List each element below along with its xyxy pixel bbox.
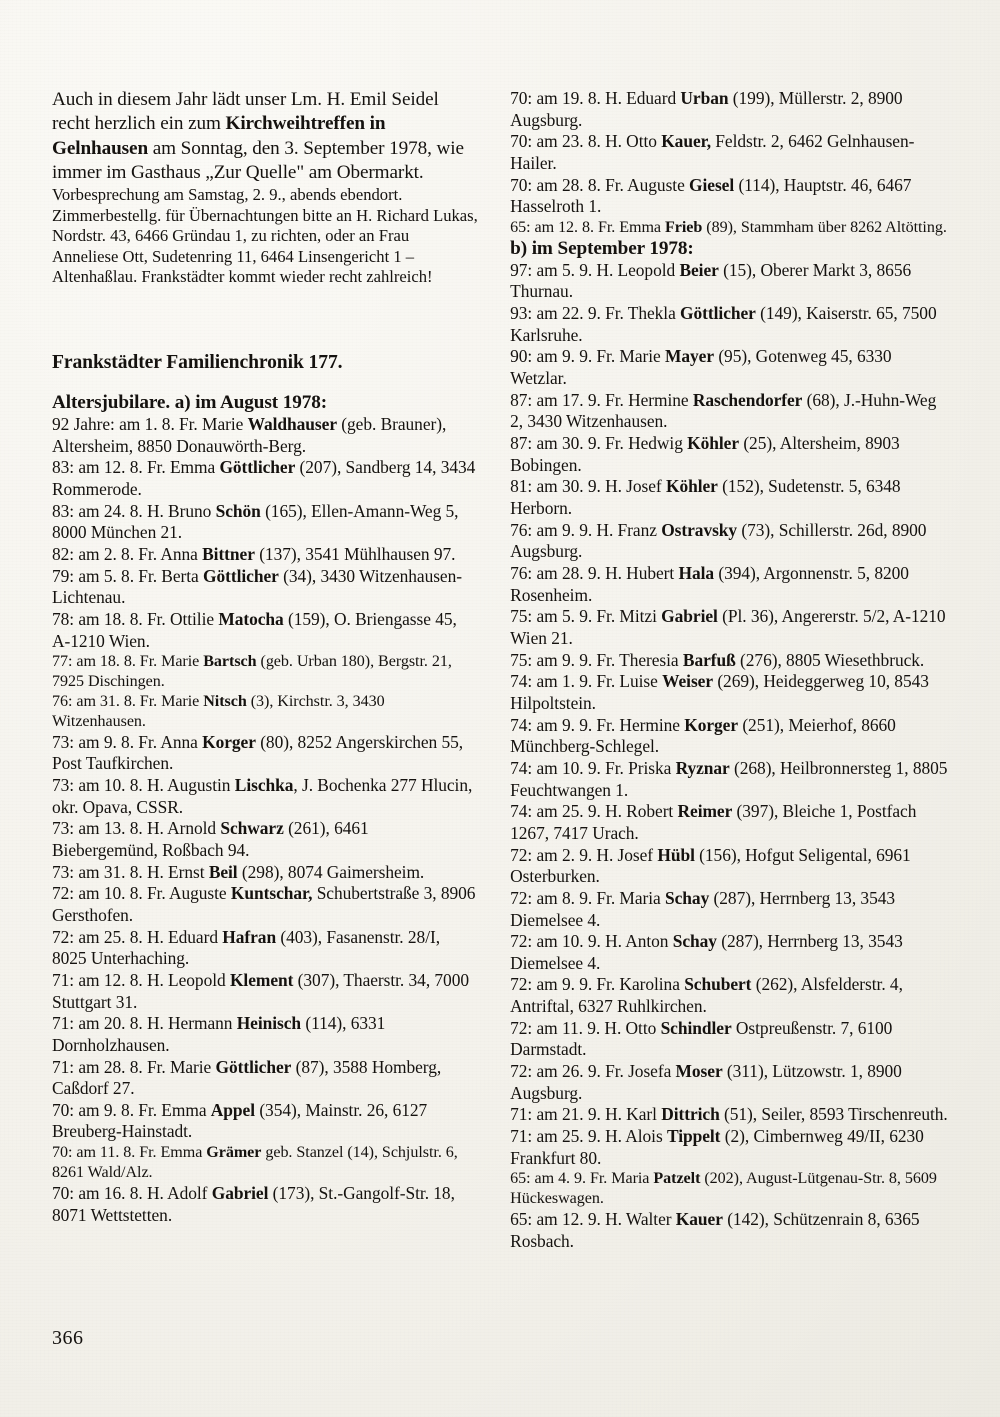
chronicle-entry: 70: am 28. 8. Fr. Auguste Giesel (114), Hauptstr. 46, 6467 Hasselroth 1. <box>510 174 912 217</box>
chronicle-entry: 82: am 2. 8. Fr. Anna Bittner (137), 3541 Mühlhausen 97. <box>52 543 456 564</box>
chronicle-entry: 71: am 12. 8. H. Leopold Klement (307), Thaerstr. 34, 7000 Stuttgart 31. <box>52 969 469 1012</box>
chronicle-entry: 72: am 10. 9. H. Anton Schay (287), Herrnberg 13, 3543 Diemelsee 4. <box>510 931 903 973</box>
chronicle-entry: 70: am 11. 8. Fr. Emma Grämer geb. Stanzel (14), Schjulstr. 6, 8261 Wald/Alz. <box>52 1144 458 1181</box>
intro-note: Vorbesprechung am Samstag, 2. 9., abends ebendort. Zimmerbestellg. für Übernachtungen bitte an H. Richard Lukas, Nordstr. 43, 6466 Gründau 1, zu richten, oder an Frau Anneliese Ott, Sudetenring 11, 6464 Linsengericht 1 – Altenhaßlau. Frankstädter kommt wieder recht zahlreich! <box>52 185 478 287</box>
chronicle-entry: 74: am 10. 9. Fr. Priska Ryznar (268), Heilbronnersteg 1, 8805 Feuchtwangen 1. <box>510 757 948 800</box>
chronicle-entry: 83: am 24. 8. H. Bruno Schön (165), Ellen-Amann-Weg 5, 8000 München 21. <box>52 500 459 543</box>
chronicle-entry: 72: am 11. 9. H. Otto Schindler Ostpreußenstr. 7, 6100 Darmstadt. <box>510 1017 893 1060</box>
chronicle-entry: 72: am 2. 9. H. Josef Hübl (156), Hofgut Seligental, 6961 Osterburken. <box>510 844 911 887</box>
chronicle-entry: 72: am 9. 9. Fr. Karolina Schubert (262), Alsfelderstr. 4, Antriftal, 6327 Ruhlkirchen. <box>510 974 903 1017</box>
chronicle-entry: 75: am 5. 9. Fr. Mitzi Gabriel (Pl. 36), Angererstr. 5/2, A-1210 Wien 21. <box>510 606 946 648</box>
chronicle-entry: 65: am 4. 9. Fr. Maria Patzelt (202), August-Lütgenau-Str. 8, 5609 Hückeswagen. <box>510 1170 937 1208</box>
chronicle-entry: 76: am 31. 8. Fr. Marie Nitsch (3), Kirchstr. 3, 3430 Witzenhausen. <box>52 692 385 730</box>
chronicle-entry: 79: am 5. 8. Fr. Berta Göttlicher (34), 3430 Witzenhausen-Lichtenau. <box>52 565 462 608</box>
chronicle-entry: 70: am 23. 8. H. Otto Kauer, Feldstr. 2, 6462 Gelnhausen-Hailer. <box>510 131 915 173</box>
chronicle-entry: 73: am 13. 8. H. Arnold Schwarz (261), 6461 Biebergemünd, Roßbach 94. <box>52 818 369 860</box>
chronicle-entry: 87: am 17. 9. Fr. Hermine Raschendorfer (68), J.-Huhn-Weg 2, 3430 Witzenhausen. <box>510 389 937 432</box>
right-column <box>510 88 952 1252</box>
chronicle-entry: 71: am 25. 9. H. Alois Tippelt (2), Cimbernweg 49/II, 6230 Frankfurt 80. <box>510 1126 924 1168</box>
chronicle-entry: 90: am 9. 9. Fr. Marie Mayer (95), Gotenweg 45, 6330 Wetzlar. <box>510 346 892 389</box>
section-title: Frankstädter Familienchronik 177. <box>52 351 343 373</box>
chronicle-entry: 74: am 25. 9. H. Robert Reimer (397), Bleiche 1, Postfach 1267, 7417 Urach. <box>510 801 917 843</box>
section-gap <box>52 288 478 352</box>
chronicle-entry: 71: am 21. 9. H. Karl Dittrich (51), Seiler, 8593 Tirschenreuth. <box>510 1104 948 1125</box>
title-gap <box>52 374 478 392</box>
chronicle-entry: 65: am 12. 9. H. Walter Kauer (142), Schützenrain 8, 6365 Rosbach. <box>510 1209 920 1251</box>
chronicle-entry: 76: am 9. 9. H. Franz Ostravsky (73), Schillerstr. 26d, 8900 Augsburg. <box>510 519 927 562</box>
chronicle-entry: 83: am 12. 8. Fr. Emma Göttlicher (207), Sandberg 14, 3434 Rommerode. <box>52 457 476 499</box>
chronicle-entry: 75: am 9. 9. Fr. Theresia Barfuß (276), 8805 Wiesethbruck. <box>510 649 925 670</box>
intro-lede: Auch in diesem Jahr lädt unser Lm. H. Emil Seidel recht herzlich ein zum Kirchweihtreffen in Gelnhausen am Sonntag, den 3. September 1978, wie immer im Gasthaus „Zur Quelle" am Obermarkt. <box>52 89 464 183</box>
chronicle-entry: 97: am 5. 9. H. Leopold Beier (15), Oberer Markt 3, 8656 Thurnau. <box>510 259 912 302</box>
chronicle-entry: 73: am 9. 8. Fr. Anna Korger (80), 8252 Angerskirchen 55, Post Taufkirchen. <box>52 731 464 774</box>
chronicle-entry: 87: am 30. 9. Fr. Hedwig Köhler (25), Altersheim, 8903 Bobingen. <box>510 433 900 475</box>
chronicle-entry: 72: am 26. 9. Fr. Josefa Moser (311), Lützowstr. 1, 8900 Augsburg. <box>510 1061 902 1103</box>
chronicle-entry: 70: am 9. 8. Fr. Emma Appel (354), Mainstr. 26, 6127 Breuberg-Hainstadt. <box>52 1099 428 1142</box>
subsection-title-september: b) im September 1978: <box>510 237 694 259</box>
chronicle-entry: 72: am 10. 8. Fr. Auguste Kuntschar, Schubertstraße 3, 8906 Gersthofen. <box>52 883 476 925</box>
chronicle-entry: 74: am 9. 9. Fr. Hermine Korger (251), Meierhof, 8660 Münchberg-Schlegel. <box>510 714 896 757</box>
chronicle-entry: 77: am 18. 8. Fr. Marie Bartsch (geb. Urban 180), Bergstr. 21, 7925 Dischingen. <box>52 653 452 691</box>
two-column-text-body <box>52 88 952 1252</box>
entry-list-august-left <box>52 414 478 1226</box>
chronicle-entry: 65: am 12. 8. Fr. Emma Frieb (89), Stammham über 8262 Altötting. <box>510 218 947 236</box>
chronicle-entry: 73: am 31. 8. H. Ernst Beil (298), 8074 Gaimersheim. <box>52 861 425 882</box>
chronicle-entry: 78: am 18. 8. Fr. Ottilie Matocha (159), O. Briengasse 45, A-1210 Wien. <box>52 608 457 651</box>
left-column <box>52 88 478 1252</box>
chronicle-entry: 71: am 28. 8. Fr. Marie Göttlicher (87), 3588 Homberg, Caßdorf 27. <box>52 1056 442 1099</box>
page-number: 366 <box>52 1327 84 1349</box>
entry-list-september <box>510 260 952 1253</box>
chronicle-entry: 81: am 30. 9. H. Josef Köhler (152), Sudetenstr. 5, 6348 Herborn. <box>510 476 901 519</box>
chronicle-entry: 93: am 22. 9. Fr. Thekla Göttlicher (149), Kaiserstr. 65, 7500 Karlsruhe. <box>510 303 937 345</box>
chronicle-entry: 72: am 25. 8. H. Eduard Hafran (403), Fasanenstr. 28/I, 8025 Unterhaching. <box>52 926 441 969</box>
chronicle-entry: 92 Jahre: am 1. 8. Fr. Marie Waldhauser (geb. Brauner), Altersheim, 8850 Donauwörth-Berg. <box>52 413 447 456</box>
chronicle-entry: 70: am 16. 8. H. Adolf Gabriel (173), St.-Gangolf-Str. 18, 8071 Wettstetten. <box>52 1182 455 1225</box>
chronicle-entry: 74: am 1. 9. Fr. Luise Weiser (269), Heideggerweg 10, 8543 Hilpoltstein. <box>510 671 929 713</box>
chronicle-entry: 70: am 19. 8. H. Eduard Urban (199), Müllerstr. 2, 8900 Augsburg. <box>510 88 903 130</box>
subsection-title-august: Altersjubilare. a) im August 1978: <box>52 391 327 413</box>
chronicle-entry: 72: am 8. 9. Fr. Maria Schay (287), Herrnberg 13, 3543 Diemelsee 4. <box>510 887 896 930</box>
chronicle-entry: 73: am 10. 8. H. Augustin Lischka, J. Bochenka 277 Hlucin, okr. Opava, CSSR. <box>52 774 473 817</box>
chronicle-entry: 71: am 20. 8. H. Hermann Heinisch (114), 6331 Dornholzhausen. <box>52 1013 386 1055</box>
chronicle-entry: 76: am 28. 9. H. Hubert Hala (394), Argonnenstr. 5, 8200 Rosenheim. <box>510 563 909 605</box>
entry-list-august-right <box>510 88 952 238</box>
